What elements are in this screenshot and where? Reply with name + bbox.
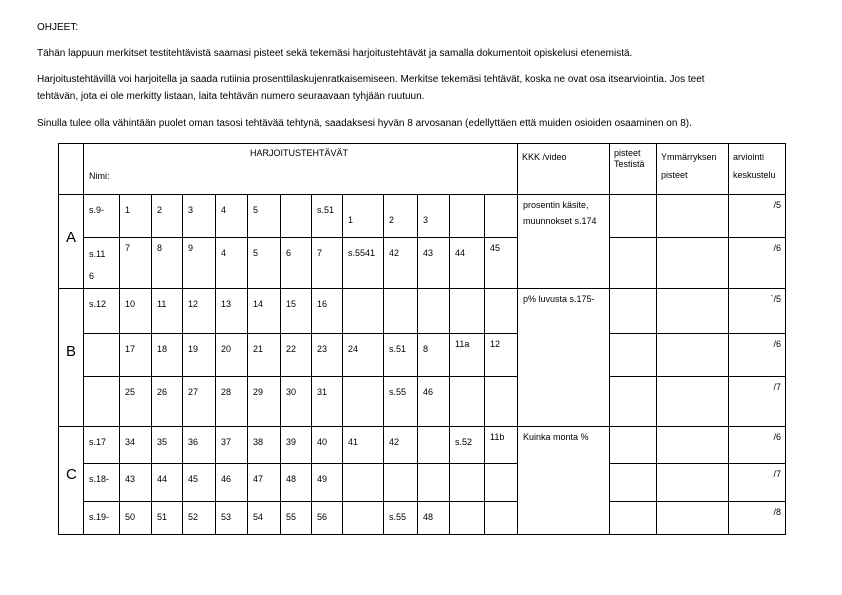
exercise-cell[interactable] — [450, 464, 485, 502]
evaluation-cell[interactable] — [729, 502, 786, 535]
header-row — [59, 144, 786, 195]
exercise-number: 22 — [286, 344, 297, 354]
exercise-number: 46 — [221, 474, 232, 484]
header-arviointi: arviointi — [733, 152, 765, 162]
exercise-number: s.19- — [89, 512, 110, 522]
exercise-number: 18 — [157, 344, 168, 354]
exercise-number: 40 — [317, 437, 328, 447]
exercise-cell[interactable] — [312, 334, 343, 377]
exercise-cell[interactable] — [84, 377, 120, 427]
header-keskustelu: keskustelu — [733, 170, 776, 180]
exercise-cell[interactable] — [312, 195, 343, 238]
exercise-cell[interactable] — [312, 502, 343, 535]
exercise-cell[interactable] — [84, 502, 120, 535]
table-row — [59, 238, 786, 289]
exercise-cell[interactable] — [120, 195, 152, 238]
exercise-cell[interactable] — [152, 334, 183, 377]
exercise-number: 56 — [317, 512, 328, 522]
exercise-cell[interactable] — [120, 334, 152, 377]
exercise-cell[interactable] — [183, 427, 216, 464]
exercise-number: 8 — [423, 344, 429, 354]
exercise-cell[interactable] — [216, 334, 248, 377]
exercise-number: 5 — [253, 248, 259, 258]
exercise-cell[interactable] — [120, 427, 152, 464]
understanding-points-cell[interactable] — [657, 427, 729, 464]
exercise-number: 23 — [317, 344, 328, 354]
exercise-cell[interactable] — [216, 289, 248, 334]
exercise-cell[interactable] — [152, 195, 183, 238]
exercise-cell[interactable] — [485, 289, 518, 334]
exercise-cell[interactable] — [248, 377, 281, 427]
exercise-number: 51 — [157, 512, 168, 522]
test-points-cell[interactable] — [610, 502, 657, 535]
exercise-number: 17 — [125, 344, 136, 354]
header-ymmarrys-cell — [657, 144, 729, 195]
section-label-cell — [59, 195, 84, 289]
exercise-cell[interactable] — [183, 289, 216, 334]
exercise-cell[interactable] — [450, 238, 485, 289]
section-label: A — [66, 229, 77, 246]
exercise-cell[interactable] — [84, 238, 120, 289]
exercise-number: 53 — [221, 512, 232, 522]
exercise-cell[interactable] — [418, 289, 450, 334]
exercise-cell[interactable] — [384, 377, 418, 427]
exercise-cell[interactable] — [84, 427, 120, 464]
exercise-cell[interactable] — [216, 238, 248, 289]
header-pisteet-testista-cell — [610, 144, 657, 195]
header-kkk-cell — [518, 144, 610, 195]
exercise-cell[interactable] — [343, 238, 384, 289]
exercise-number: 14 — [253, 299, 264, 309]
exercise-number: 9 — [188, 243, 194, 253]
exercise-cell[interactable] — [384, 195, 418, 238]
exercise-number: 44 — [455, 248, 466, 258]
section-label-cell — [59, 427, 84, 535]
exercise-cell[interactable] — [152, 289, 183, 334]
exercise-cell[interactable] — [312, 377, 343, 427]
kkk-video-cell — [518, 427, 610, 535]
table-row — [59, 289, 786, 334]
kkk-video-cell — [518, 289, 610, 427]
kkk-text: p% luvusta s.175- — [523, 294, 595, 304]
header-exercises-cell — [84, 144, 518, 195]
exercise-number: 37 — [221, 437, 232, 447]
exercise-number: 39 — [286, 437, 297, 447]
instruction-paragraph-2-cont: tehtävän, jota ei ole merkitty listaan, laita tehtävän numero seuraavaan tyhjään ruutuun. — [37, 91, 425, 102]
evaluation-score: /6 — [773, 432, 781, 442]
exercise-number: 41 — [348, 437, 359, 447]
exercise-number: s.51 — [389, 344, 407, 354]
test-points-cell[interactable] — [610, 238, 657, 289]
exercise-number: 1 — [348, 215, 354, 225]
exercise-cell[interactable] — [450, 502, 485, 535]
exercise-number: 12 — [188, 299, 199, 309]
exercise-cell[interactable] — [120, 238, 152, 289]
instructions-heading: OHJEET: — [37, 22, 79, 33]
header-kkk: KKK /video — [522, 152, 567, 162]
header-nimi: Nimi: — [89, 171, 110, 181]
instruction-paragraph-1: Tähän lappuun merkitset testitehtävistä saamasi pisteet sekä tekemäsi harjoitustehtävät ja samalla dokumentoit opiskelusi etenemistä. — [37, 48, 633, 59]
exercise-cell[interactable] — [216, 464, 248, 502]
exercise-cell[interactable] — [248, 464, 281, 502]
exercise-cell[interactable] — [384, 334, 418, 377]
exercise-cell[interactable] — [384, 464, 418, 502]
exercise-cell[interactable] — [281, 502, 312, 535]
exercise-cell[interactable] — [485, 238, 518, 289]
exercise-cell[interactable] — [343, 195, 384, 238]
exercise-number: s.55 — [389, 512, 407, 522]
exercise-number: 5 — [253, 205, 259, 215]
exercise-number: s.55 — [389, 387, 407, 397]
exercise-number: 20 — [221, 344, 232, 354]
evaluation-cell[interactable] — [729, 238, 786, 289]
header-harjoitustehtavat: HARJOITUSTEHTÄVÄT — [250, 148, 349, 158]
exercise-number: 31 — [317, 387, 328, 397]
exercise-cell[interactable] — [384, 502, 418, 535]
table-row — [59, 427, 786, 464]
exercise-cell[interactable] — [343, 502, 384, 535]
exercise-cell[interactable] — [343, 377, 384, 427]
exercise-number: s.51 — [317, 205, 335, 215]
exercise-cell[interactable] — [120, 464, 152, 502]
exercise-number: 30 — [286, 387, 297, 397]
exercise-number: 46 — [423, 387, 434, 397]
exercise-number: 8 — [157, 243, 163, 253]
exercise-cell[interactable] — [248, 427, 281, 464]
exercise-number: 48 — [286, 474, 297, 484]
section-label: C — [66, 466, 77, 483]
evaluation-cell[interactable] — [729, 427, 786, 464]
table-row — [59, 464, 786, 502]
exercise-number: 52 — [188, 512, 199, 522]
exercise-number: 11b — [490, 432, 505, 442]
exercise-number: 43 — [125, 474, 136, 484]
exercise-number: 43 — [423, 248, 434, 258]
exercise-number: 2 — [389, 215, 395, 225]
exercise-number: s.52 — [455, 437, 473, 447]
exercise-cell[interactable] — [183, 195, 216, 238]
header-ymmarrys-pisteet: pisteet — [661, 170, 688, 180]
exercise-number: 16 — [317, 299, 328, 309]
exercise-cell[interactable] — [216, 195, 248, 238]
exercise-number: 12 — [490, 339, 501, 349]
exercise-cell[interactable] — [418, 195, 450, 238]
evaluation-cell[interactable] — [729, 377, 786, 427]
exercise-cell[interactable] — [216, 502, 248, 535]
exercise-number: 4 — [221, 205, 227, 215]
exercise-cell[interactable] — [485, 334, 518, 377]
table-row — [59, 195, 786, 238]
evaluation-score: /5 — [773, 200, 781, 210]
evaluation-score: /7 — [773, 469, 781, 479]
instruction-paragraph-3: Sinulla tulee olla vähintään puolet oman tasosi tehtävää tehtynä, saadaksesi hyvän 8 arvosanan (edellyttäen että muiden osioiden osaaminen on 8). — [37, 118, 692, 129]
exercise-cell[interactable] — [120, 377, 152, 427]
exercise-number: 49 — [317, 474, 328, 484]
exercise-cell[interactable] — [281, 238, 312, 289]
exercise-number: 6 — [286, 248, 292, 258]
exercise-number: 15 — [286, 299, 297, 309]
exercise-number: 42 — [389, 437, 400, 447]
exercise-cell[interactable] — [450, 289, 485, 334]
exercise-cell[interactable] — [248, 502, 281, 535]
exercise-number: 55 — [286, 512, 297, 522]
exercise-number: 24 — [348, 344, 359, 354]
exercise-number: s.12 — [89, 299, 107, 309]
header-ymmarryksen: Ymmärryksen — [661, 152, 717, 162]
exercise-number: 36 — [188, 437, 199, 447]
exercise-number: 3 — [423, 215, 429, 225]
exercise-cell[interactable] — [183, 238, 216, 289]
evaluation-cell[interactable] — [729, 334, 786, 377]
test-points-cell[interactable] — [610, 289, 657, 334]
test-points-cell[interactable] — [610, 377, 657, 427]
exercise-cell[interactable] — [384, 238, 418, 289]
exercise-number: 3 — [188, 205, 194, 215]
evaluation-score: /8 — [773, 507, 781, 517]
exercise-cell[interactable] — [216, 377, 248, 427]
exercise-cell[interactable] — [312, 289, 343, 334]
exercise-cell[interactable] — [120, 502, 152, 535]
test-points-cell[interactable] — [610, 464, 657, 502]
understanding-points-cell[interactable] — [657, 195, 729, 238]
exercise-cell[interactable] — [183, 502, 216, 535]
exercise-cell[interactable] — [152, 464, 183, 502]
understanding-points-cell[interactable] — [657, 289, 729, 334]
exercise-cell[interactable] — [281, 464, 312, 502]
exercise-cell[interactable] — [312, 427, 343, 464]
exercise-cell[interactable] — [152, 427, 183, 464]
exercise-number: 45 — [188, 474, 199, 484]
exercise-number: s.18- — [89, 474, 110, 484]
understanding-points-cell[interactable] — [657, 464, 729, 502]
exercise-number: 27 — [188, 387, 199, 397]
table-row — [59, 377, 786, 427]
exercise-cell[interactable] — [418, 502, 450, 535]
exercise-cell[interactable] — [281, 334, 312, 377]
exercise-number: 11a — [455, 339, 470, 349]
evaluation-cell[interactable] — [729, 195, 786, 238]
exercise-cell[interactable] — [84, 289, 120, 334]
exercise-cell[interactable] — [343, 427, 384, 464]
exercise-number: s.5541 — [348, 248, 376, 258]
exercise-number: 25 — [125, 387, 136, 397]
exercise-cell[interactable] — [281, 289, 312, 334]
exercise-number: 44 — [157, 474, 168, 484]
exercise-cell[interactable] — [343, 289, 384, 334]
exercise-cell[interactable] — [384, 289, 418, 334]
exercise-number: 35 — [157, 437, 168, 447]
exercise-cell[interactable] — [450, 377, 485, 427]
instruction-paragraph-2: Harjoitustehtävillä voi harjoitella ja saada rutiinia prosenttilaskujenratkaisemiseen. Merkitse tekemäsi tehtävät, koska ne ovat osa itsearviointia. Jos teet — [37, 74, 705, 85]
exercise-cell[interactable] — [384, 427, 418, 464]
header-corner-cell — [59, 144, 84, 195]
exercise-number: 1 — [125, 205, 131, 215]
test-points-cell[interactable] — [610, 334, 657, 377]
understanding-points-cell[interactable] — [657, 377, 729, 427]
exercise-cell[interactable] — [485, 502, 518, 535]
exercise-cell[interactable] — [281, 377, 312, 427]
exercise-number: 50 — [125, 512, 136, 522]
exercise-number: 29 — [253, 387, 264, 397]
test-points-cell[interactable] — [610, 195, 657, 238]
exercise-number: 19 — [188, 344, 199, 354]
exercise-number: 45 — [490, 243, 501, 253]
exercise-number: s.11 6 — [89, 249, 106, 281]
exercise-cell[interactable] — [343, 334, 384, 377]
exercise-cell[interactable] — [343, 464, 384, 502]
exercise-cell[interactable] — [418, 464, 450, 502]
exercise-cell[interactable] — [418, 334, 450, 377]
exercise-cell[interactable] — [312, 464, 343, 502]
evaluation-score: /7 — [773, 382, 781, 392]
section-label-cell — [59, 289, 84, 427]
exercise-number: 13 — [221, 299, 232, 309]
exercise-cell[interactable] — [450, 195, 485, 238]
evaluation-score: `/5 — [770, 294, 781, 304]
exercise-cell[interactable] — [485, 464, 518, 502]
exercise-number: 48 — [423, 512, 434, 522]
exercise-number: s.17 — [89, 437, 107, 447]
header-testista: Testistä — [614, 159, 645, 169]
exercise-cell[interactable] — [183, 377, 216, 427]
exercise-cell[interactable] — [418, 238, 450, 289]
evaluation-cell[interactable] — [729, 289, 786, 334]
exercise-number: 11 — [157, 299, 167, 309]
kkk-text: prosentin käsite, — [523, 200, 589, 210]
exercise-number: 47 — [253, 474, 264, 484]
exercise-number: 2 — [157, 205, 163, 215]
exercise-cell[interactable] — [183, 334, 216, 377]
exercise-cell[interactable] — [281, 427, 312, 464]
kkk-text: Kuinka monta % — [523, 432, 589, 442]
understanding-points-cell[interactable] — [657, 334, 729, 377]
header-pisteet: pisteet — [614, 148, 641, 158]
section-label: B — [66, 343, 77, 360]
exercise-cell[interactable] — [485, 377, 518, 427]
exercise-cell[interactable] — [248, 334, 281, 377]
exercise-number: 7 — [317, 248, 323, 258]
exercise-number: 38 — [253, 437, 264, 447]
exercise-cell[interactable] — [485, 195, 518, 238]
exercise-number: 54 — [253, 512, 264, 522]
exercise-cell[interactable] — [152, 238, 183, 289]
understanding-points-cell[interactable] — [657, 502, 729, 535]
exercise-cell[interactable] — [152, 377, 183, 427]
exercise-cell[interactable] — [312, 238, 343, 289]
exercise-number: 34 — [125, 437, 136, 447]
exercise-number: 21 — [253, 344, 264, 354]
understanding-points-cell[interactable] — [657, 238, 729, 289]
evaluation-score: /6 — [773, 243, 781, 253]
table-row — [59, 334, 786, 377]
exercise-number: 7 — [125, 243, 131, 253]
header-arviointi-cell — [729, 144, 786, 195]
exercise-cell[interactable] — [120, 289, 152, 334]
kkk-text: muunnokset s.174 — [523, 216, 597, 226]
exercise-number: 28 — [221, 387, 232, 397]
exercise-cell[interactable] — [152, 502, 183, 535]
evaluation-score: /6 — [773, 339, 781, 349]
kkk-video-cell — [518, 195, 610, 289]
exercise-cell[interactable] — [84, 195, 120, 238]
exercise-number: 26 — [157, 387, 168, 397]
exercise-cell[interactable] — [450, 427, 485, 464]
exercise-cell[interactable] — [485, 427, 518, 464]
exercise-cell[interactable] — [183, 464, 216, 502]
exercise-cell[interactable] — [450, 334, 485, 377]
exercise-cell[interactable] — [418, 377, 450, 427]
exercise-cell[interactable] — [281, 195, 312, 238]
exercise-cell[interactable] — [248, 289, 281, 334]
exercise-number: 42 — [389, 248, 400, 258]
exercise-cell[interactable] — [84, 334, 120, 377]
test-points-cell[interactable] — [610, 427, 657, 464]
exercise-cell[interactable] — [418, 427, 450, 464]
exercise-cell[interactable] — [248, 238, 281, 289]
evaluation-cell[interactable] — [729, 464, 786, 502]
exercise-cell[interactable] — [248, 195, 281, 238]
exercise-number: s.9- — [89, 205, 105, 215]
exercise-number: 4 — [221, 248, 227, 258]
exercise-cell[interactable] — [84, 464, 120, 502]
table-row — [59, 502, 786, 535]
exercise-cell[interactable] — [216, 427, 248, 464]
exercise-number: 10 — [125, 299, 136, 309]
exercise-tracking-table — [58, 143, 786, 535]
